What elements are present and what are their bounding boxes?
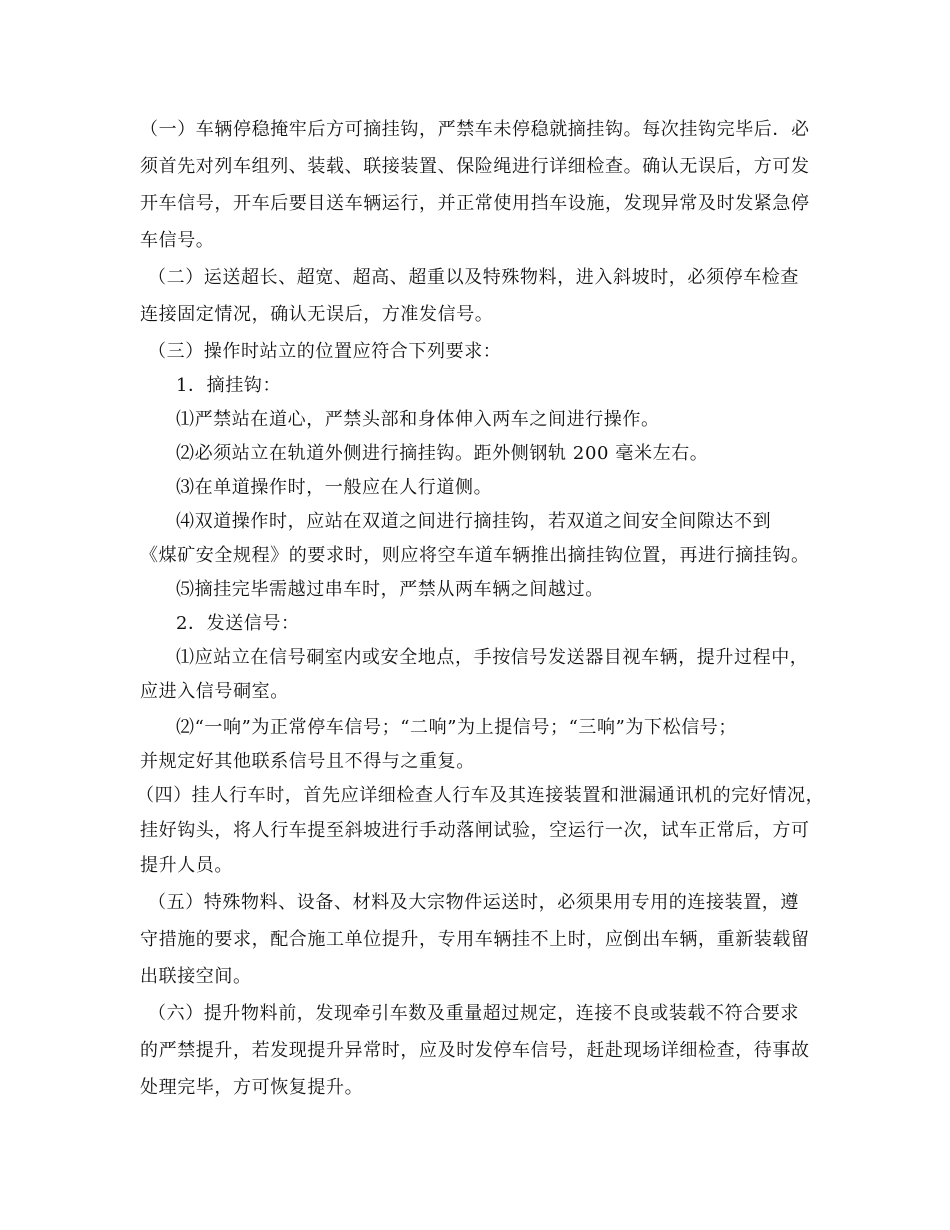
- text-line: ⑴严禁站在道心，严禁头部和身体伸入两车之间进行操作。: [176, 409, 660, 430]
- text-line: 处理完毕，方可恢复提升。: [140, 1077, 364, 1098]
- text-line: ⑸摘挂完毕需越过串车时，严禁从两车辆之间越过。: [176, 579, 604, 600]
- text-line: 开车信号，开车后要目送车辆运行，并正常使用挡车设施，发现异常及时发紧急停: [140, 193, 810, 214]
- text-line: （四）挂人行车时，首先应详细检查人行车及其连接装置和泄漏通讯机的完好情况，: [136, 785, 825, 806]
- text-line: 提升人员。: [140, 855, 233, 876]
- text-line: （六）提升物料前，发现牵引车数及重量超过规定，连接不良或装载不符合要求: [148, 1003, 799, 1024]
- text-line: （五）特殊物料、设备、材料及大宗物件运送时，必须果用专用的连接装置，遵: [148, 892, 799, 913]
- text-line: （一）车辆停稳掩牢后方可摘挂钩，严禁车未停稳就摘挂钩。每次挂钩完毕后．必: [140, 119, 810, 140]
- text-line: 2．发送信号：: [176, 613, 300, 634]
- text-line: 挂好钩头，将人行车提至斜坡进行手动落闸试验，空运行一次，试车正常后，方可: [140, 820, 810, 841]
- text-line: ⑶在单道操作时，一般应在人行道侧。: [176, 477, 493, 498]
- text-line: 1．摘挂钩：: [176, 375, 282, 396]
- text-line: 车信号。: [140, 230, 215, 251]
- text-line: 须首先对列车组列、装载、联接装置、保险绳进行详细检查。确认无误后，方可发: [140, 156, 810, 177]
- text-line: （二）运送超长、超宽、超高、超重以及特殊物料，进入斜坡时，必须停车检查: [148, 267, 799, 288]
- text-line: 连接固定情况，确认无误后，方准发信号。: [140, 304, 494, 325]
- text-line: 守措施的要求，配合施工单位提升，专用车辆挂不上时，应倒出车辆，重新装载留: [140, 929, 810, 950]
- text-line: 并规定好其他联系信号且不得与之重复。: [140, 751, 475, 772]
- text-line: 《煤矿安全规程》的要求时，则应将空车道车辆推出摘挂钩位置，再进行摘挂钩。: [140, 545, 810, 566]
- text-line: ⑴应站立在信号硐室内或安全地点，手按信号发送器目视车辆，提升过程中，: [176, 647, 809, 668]
- text-line: ⑷双道操作时，应站在双道之间进行摘挂钩，若双道之间安全间隙达不到: [176, 511, 772, 532]
- text-line: ⑵“一响”为正常停车信号；“二响”为上提信号；“三响”为下松信号；: [176, 717, 738, 738]
- text-line: 出联接空间。: [140, 966, 252, 987]
- text-line: 的严禁提升，若发现提升异常时，应及时发停车信号，赶赴现场详细检查，待事故: [140, 1040, 810, 1061]
- text-line: ⑵必须站立在轨道外侧进行摘挂钩。距外侧钢轨 200 毫米左右。: [176, 443, 709, 464]
- text-line: 应进入信号硐室。: [140, 681, 289, 702]
- text-line: （三）操作时站立的位置应符合下列要求：: [148, 341, 502, 362]
